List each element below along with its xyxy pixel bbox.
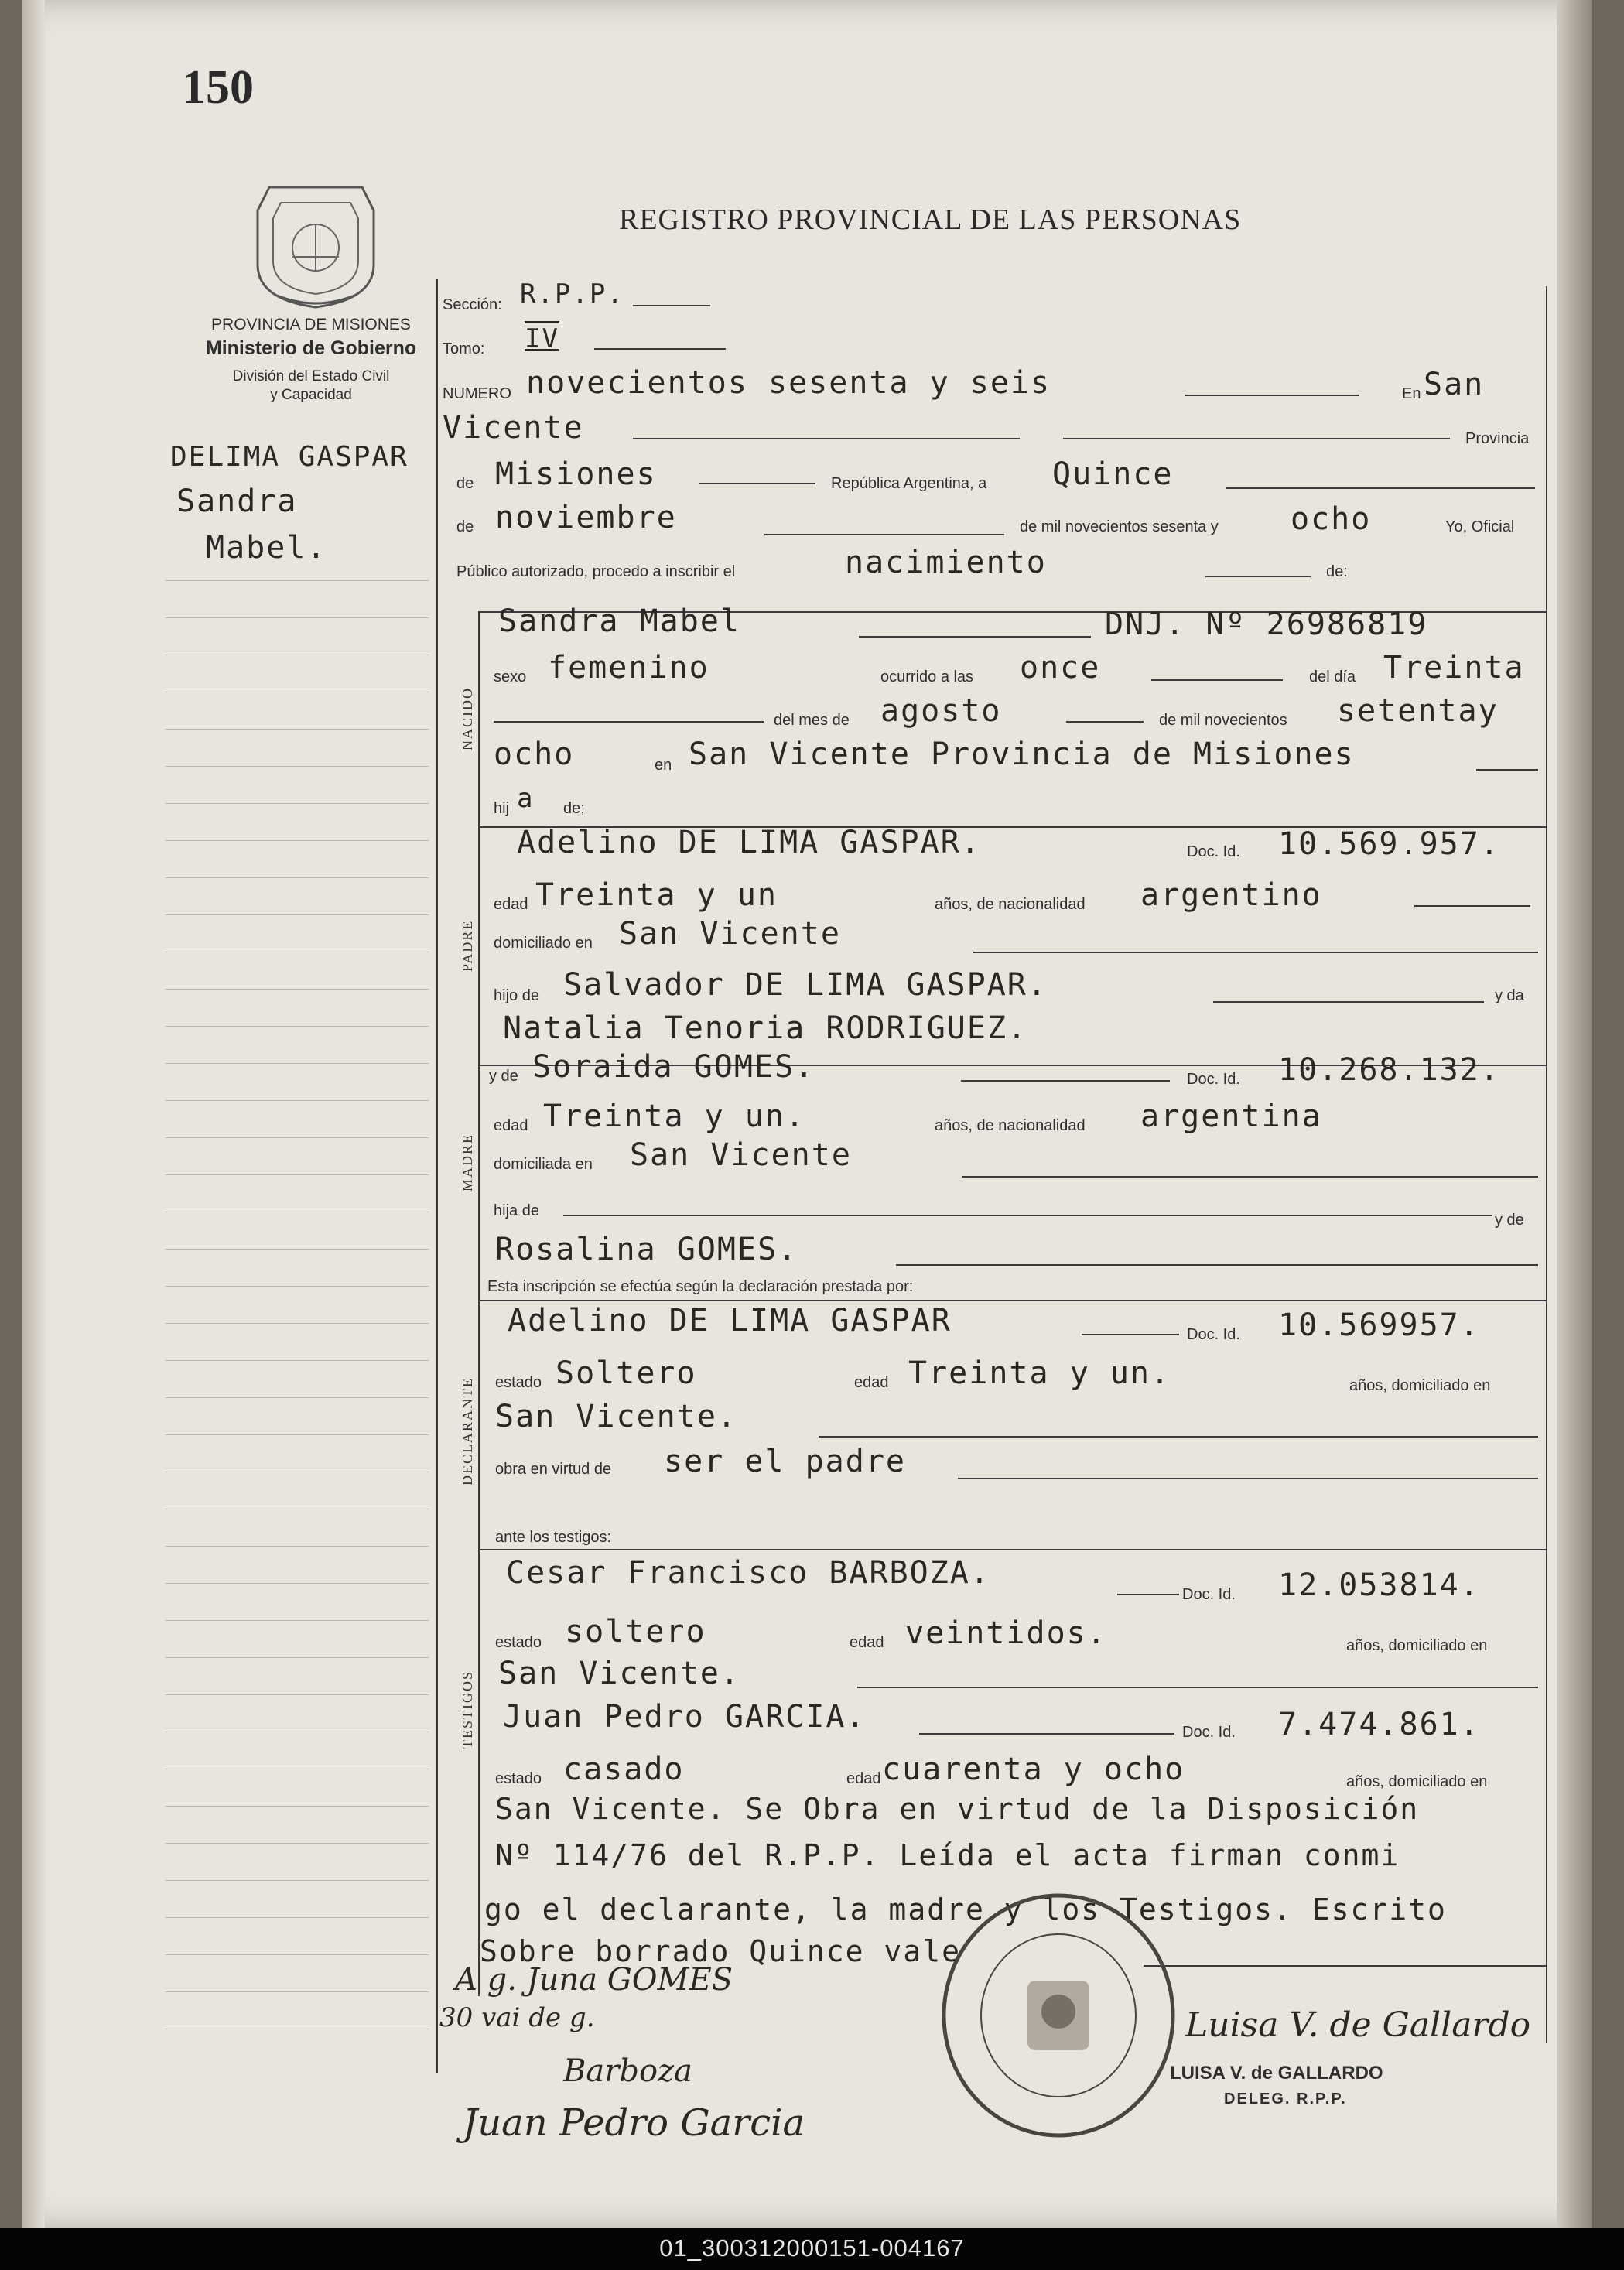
form-right-border [1546, 286, 1547, 2043]
ante-label: ante los testigos: [495, 1529, 612, 1546]
de-semi-label: de; [563, 800, 585, 817]
padre-dom: San Vicente [619, 916, 841, 952]
anio-nac-2: ocho [494, 737, 575, 772]
decl-obra-label: obra en virtud de [495, 1461, 612, 1478]
t1-estado: soltero [565, 1614, 706, 1650]
del-mes-label: del mes de [774, 712, 850, 729]
hora-value: once [1020, 650, 1101, 685]
de-colon-label: de: [1326, 563, 1348, 580]
vicente-value: Vicente [443, 410, 584, 446]
org-division-2: y Capacidad [270, 387, 352, 403]
image-caption-bar [0, 2228, 1624, 2270]
hij-label: hij [494, 800, 510, 817]
sexo-value: femenino [548, 650, 709, 685]
yo-oficial-label: Yo, Oficial [1445, 518, 1515, 535]
madre-anos-label: años, de nacionalidad [935, 1117, 1086, 1134]
obs-line-2: Nº 114/76 del R.P.P. Leída el acta firman conmi [495, 1838, 1400, 1872]
dia-a-value: Quince [1052, 456, 1174, 492]
decl-dom: San Vicente. [495, 1399, 737, 1434]
madre-edad-label: edad [494, 1117, 528, 1134]
decl-obra: ser el padre [664, 1444, 906, 1479]
margin-surname: DELIMA GASPAR [170, 441, 409, 473]
t2-edad-label: edad [846, 1770, 881, 1787]
org-division: División del Estado Civil [232, 368, 390, 385]
de-mil-label: de mil novecientos sesenta y [1020, 518, 1219, 535]
decl-estado: Soltero [556, 1356, 697, 1391]
madre-edad: Treinta y un. [543, 1099, 806, 1134]
mes-nac-value: agosto [880, 693, 1002, 729]
t2-anos-label: años, domiciliado en [1346, 1773, 1488, 1790]
madre-doc-label: Doc. Id. [1187, 1071, 1240, 1088]
dia-value: Treinta [1383, 650, 1525, 685]
misiones-seal-icon [246, 179, 385, 311]
ocurrido-label: ocurrido a las [880, 668, 974, 685]
padre-nombre: Adelino DE LIMA GASPAR. [517, 825, 981, 860]
republica-label: República Argentina, a [831, 475, 987, 492]
madre-madre: Rosalina GOMES. [495, 1232, 798, 1267]
decl-doc: 10.569957. [1278, 1308, 1480, 1343]
official-title: DELEG. R.P.P. [1224, 2091, 1347, 2108]
padre-doc-label: Doc. Id. [1187, 843, 1240, 860]
lugar-value: San Vicente Provincia de Misiones [689, 737, 1355, 772]
padre-doc: 10.569.957. [1278, 826, 1500, 862]
t1-doc: 12.053814. [1278, 1567, 1480, 1603]
provincia-value: Misiones [495, 456, 657, 492]
madre-nombre: Soraida GOMES. [532, 1049, 815, 1085]
page-title: REGISTRO PROVINCIAL DE LAS PERSONAS [619, 203, 1242, 236]
t2-edad: cuarenta y ocho [882, 1752, 1185, 1787]
image-id: 01_300312000151-004167 [659, 2234, 965, 2261]
de-mil-nov-label: de mil novecientos [1159, 712, 1287, 729]
mes-value: noviembre [495, 500, 677, 535]
nacido-label: NACIDO [460, 687, 475, 750]
madre-label: MADRE [460, 1133, 475, 1191]
t1-estado-label: estado [495, 1634, 542, 1651]
obs-line-3: go el declarante, la madre y los Testigos. Escrito [484, 1892, 1447, 1926]
padre-dom-label: domiciliado en [494, 935, 593, 952]
de-label-2: de [456, 518, 474, 535]
declarante-signature: 30 vai de g. [439, 2002, 595, 2033]
sexo-label: sexo [494, 668, 527, 685]
decl-doc-label: Doc. Id. [1187, 1326, 1240, 1343]
padre-nac: argentino [1140, 877, 1322, 913]
t2-doc-label: Doc. Id. [1182, 1724, 1236, 1741]
t1-doc-label: Doc. Id. [1182, 1586, 1236, 1603]
register-page [22, 0, 1592, 2228]
seccion-value: R.P.P. [520, 279, 624, 309]
y-de-end-label: y de [1495, 1212, 1524, 1229]
madre-nac: argentina [1140, 1099, 1322, 1134]
page-edge [22, 0, 45, 2228]
t1-edad-label: edad [850, 1634, 884, 1651]
numero-value: novecientos sesenta y seis [526, 365, 1051, 401]
padre-label: PADRE [460, 919, 475, 972]
en-label: En [1402, 385, 1421, 402]
decl-anos-label: años, domiciliado en [1349, 1377, 1491, 1394]
del-dia-label: del día [1309, 668, 1356, 685]
numero-label: NUMERO [443, 385, 511, 402]
decl-edad-label: edad [854, 1374, 889, 1391]
tomo-value: IV [525, 323, 559, 354]
testigo1-signature: Barboza [563, 2053, 692, 2089]
seccion-label: Sección: [443, 296, 502, 313]
madre-hija-label: hija de [494, 1202, 539, 1219]
decl-estado-label: estado [495, 1374, 542, 1391]
t1-edad: veintidos. [905, 1615, 1107, 1651]
t2-doc: 7.474.861. [1278, 1707, 1480, 1742]
anio-nac-1: setentay [1337, 693, 1499, 729]
section-divider [478, 611, 480, 1996]
margin-name-1: Sandra [176, 484, 298, 519]
margin-name-2: Mabel. [206, 530, 327, 566]
t1-anos-label: años, domiciliado en [1346, 1637, 1488, 1654]
book-binding [1557, 0, 1592, 2228]
margin-divider [436, 279, 438, 2073]
official-signature: Luisa V. de Gallardo [1185, 2005, 1531, 2045]
y-da-label: y da [1495, 987, 1524, 1004]
en-value: San [1424, 367, 1485, 402]
padre-hijo-de-label: hijo de [494, 987, 539, 1004]
org-province: PROVINCIA DE MISIONES [211, 316, 411, 333]
padre-anos-label: años, de nacionalidad [935, 896, 1086, 913]
publico-label: Público autorizado, procedo a inscribir el [456, 563, 736, 580]
t1-dom: San Vicente. [498, 1656, 740, 1691]
inscribe-value: nacimiento [845, 545, 1047, 580]
t2-estado: casado [563, 1752, 685, 1787]
esta-inscripcion-label: Esta inscripción se efectúa según la declaración prestada por: [487, 1278, 914, 1295]
de-label-1: de [456, 475, 474, 492]
madre-dom-label: domiciliada en [494, 1156, 593, 1173]
dnj-value: DNJ. Nº 26986819 [1105, 607, 1428, 642]
testigo2-signature: Juan Pedro Garcia [463, 2101, 805, 2145]
obs-line-1: San Vicente. Se Obra en virtud de la Disposición [495, 1792, 1420, 1826]
t1-nombre: Cesar Francisco BARBOZA. [506, 1555, 990, 1591]
madre-dom: San Vicente [630, 1137, 852, 1173]
nombre-value: Sandra Mabel [498, 603, 740, 639]
decl-edad: Treinta y un. [908, 1356, 1171, 1391]
madre-signature: A g. Juna GOMES [455, 1962, 733, 1998]
testigos-label: TESTIGOS [460, 1670, 475, 1749]
page-number: 150 [182, 61, 254, 114]
hij-suffix: a [517, 783, 535, 814]
padre-hijo-de: Salvador DE LIMA GASPAR. [563, 967, 1048, 1003]
decl-nombre: Adelino DE LIMA GASPAR [508, 1303, 952, 1338]
padre-edad: Treinta y un [535, 877, 778, 913]
provincia-label: Provincia [1465, 430, 1530, 447]
anio-value: ocho [1291, 501, 1372, 537]
en-small-label: en [655, 757, 672, 774]
declarante-label: DECLARANTE [460, 1377, 475, 1485]
official-stamp-icon [935, 1888, 1182, 2143]
obs-line-4: Sobre borrado Quince vale [480, 1934, 961, 1968]
padre-madre: Natalia Tenoria RODRIGUEZ. [503, 1010, 1028, 1046]
padre-edad-label: edad [494, 896, 528, 913]
t2-nombre: Juan Pedro GARCIA. [503, 1699, 867, 1735]
official-name: LUISA V. de GALLARDO [1170, 2063, 1383, 2084]
madre-doc: 10.268.132. [1278, 1052, 1500, 1088]
y-de-label: y de [489, 1068, 518, 1085]
t2-estado-label: estado [495, 1770, 542, 1787]
org-ministry: Ministerio de Gobierno [205, 337, 417, 359]
tomo-label: Tomo: [443, 340, 485, 357]
